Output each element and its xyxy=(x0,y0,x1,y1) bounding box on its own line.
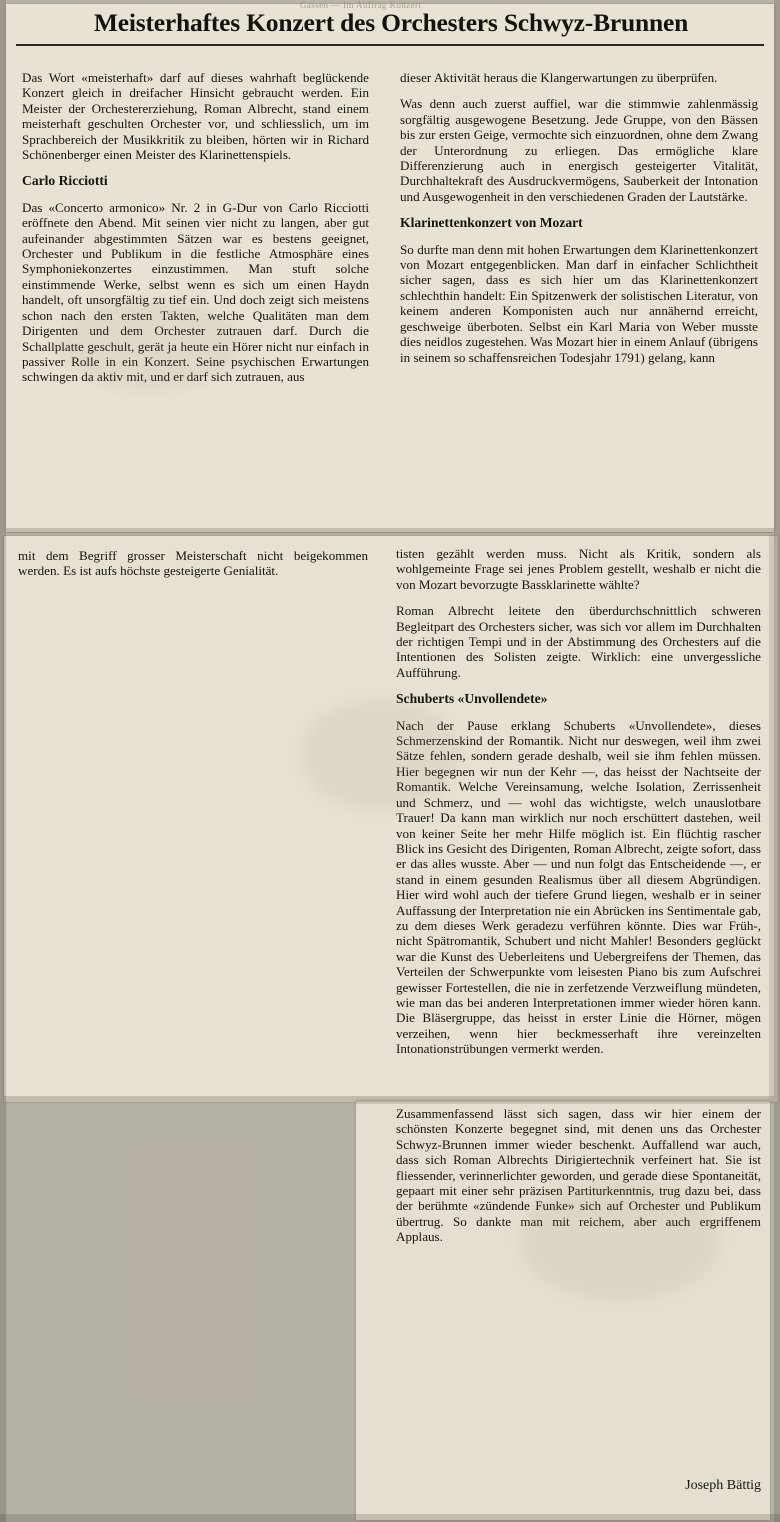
background-lower-left xyxy=(0,1102,356,1522)
paragraph: Das «Concerto armonico» Nr. 2 in G-Dur von Carlo Ricciotti eröffnete den Abend. Mit seinen vier nicht zu langen, aber gut aufeinander abgestimmten Sätzen war es bestens geeignet, Orchester und Publikum in die festliche Atmosphäre eines Symphoniekonzertes einzustimmen. Man stuft solche einstimmende Werke, selbst wenn es sich um einen Haydn handelt, oft unsorgfältig zu tief ein. Und doch zeigt sich meistens schon nach den ersten Takten, welche Qualitäten man dem Dirigenten und dem Orchester zutrauen darf. Durch die Schallplatte geschult, gerät ja heute ein Hörer nicht nur einfach in passiver Rolle in ein Konzert. Seine psychischen Erwartungen schwingen da aktiv mit, und er darf sich zutrauen, aus xyxy=(22,199,369,385)
article-column-top-left xyxy=(22,70,369,385)
article-column-middle-left xyxy=(18,548,368,579)
section-subhead-schuberts-unvollendete: Schuberts «Unvollendete» xyxy=(396,691,548,707)
article-column-top-right xyxy=(400,70,758,365)
article-column-bottom xyxy=(396,1106,761,1245)
paragraph: mit dem Begriff grosser Meisterschaft nicht beigekommen werden. Es ist aufs höchste gesteigerte Genialität. xyxy=(18,548,368,579)
paragraph: Roman Albrecht leitete den überdurchschnittlich schweren Begleitpart des Orchesters sicher, was sich vor allem im Durchhalten der richtigen Tempi und in der Abstimmung des Orchesters auf die Intentionen des Solisten zeigte. Wirklich: eine unvergessliche Aufführung. xyxy=(396,603,761,680)
paragraph: dieser Aktivität heraus die Klangerwartungen zu überprüfen. xyxy=(400,70,718,85)
cut-off-text-above-headline: Gassen — Im Auftrag Konzert xyxy=(300,0,422,10)
article-column-middle-right xyxy=(396,546,761,1057)
headline-rule xyxy=(16,44,764,46)
section-subhead-klarinettenkonzert: Klarinettenkonzert von Mozart xyxy=(400,215,583,231)
paragraph: Nach der Pause erklang Schuberts «Unvollendete», dieses Schmerzenskind der Romantik. Nicht nur deswegen, weil ihm zwei Sätze fehlen, sondern gerade deshalb, weil sie ihm fehlen müssen. Hier begegnen wir nun der Kehr —, das heisst der Nachtseite der Romantik. Welche Vereinsamung, welche Isolation, Zerrissenheit und Schmerz, und — wohl das wichtigste, welch unauslotbare Trauer! Da kann man wirklich nur noch erschüttert dastehen, weil von keiner Seite her mehr Hilfe möglich ist. Ein flüchtig rascher Blick ins Gesicht des Dirigenten, Roman Albrecht, zeigte sofort, dass er das alles wusste. Aber — und nun folgt das Entscheidende —, er stand in einem gesunden Realismus über all diesem Abgründigen. Hier wird wohl auch der tiefere Grund liegen, weshalb er in seiner Auffassung der Interpretation nie ein Abrücken ins Sentimentale gab, zu dem dieses Werk geradezu verführen könnte. Dies war Früh-, nicht Spätromantik, Schubert und nicht Mahler! Besonders geglückt war die Kunst des Ueberleitens und Uebergreifens der Themen, das Verteilen der Schwerpunkte vom leisesten Piano bis zum Aufschrei gewisser Fortestellen, die nie in zerfetzende Verzweiflung mündeten, wie man das bei anderen Interpretationen immer wieder hören kann. Die Bläsergruppe, das heisst in erster Linie die Hörner, mögen verzeihen, wenn hier beckmesserhaft ihre vereinzelten Intonationstrübungen vermerkt werden. xyxy=(396,717,761,1057)
author-signature: Joseph Bättig xyxy=(685,1478,761,1493)
paragraph: Das Wort «meisterhaft» darf auf dieses wahrhaft beglückende Konzert gleich in dreifacher Hinsicht gebraucht werden. Ein Meister der Orchestererziehung, Roman Albrecht, stand einem meisterhaft geschulten Orchester vor, und schliesslich, um im Sprachbereich der Musikkritik zu bleiben, hörten wir in Richard Schönenberger einen Meister des Klarinettenspiels. xyxy=(22,70,369,163)
paragraph: Zusammenfassend lässt sich sagen, dass wir hier einem der schönsten Konzerte begegnet sind, mit denen uns das Orchester Schwyz-Brunnen immer wieder beschenkt. Auffallend war auch, dass sich Roman Albrechts Dirigiertechnik verfeinert hat. Sie ist fliessender, verinnerlichter geworden, und gerade diese Spontaneität, gepaart mit einer sehr präzisen Partiturkenntnis, trug dazu bei, dass der berühmte «zündende Funke» sich auf Orchester und Publikum übertrug. So dankte man mit reichem, aber auch ergriffenem Applaus. xyxy=(396,1106,761,1245)
page-title: Meisterhaftes Konzert des Orchesters Schwyz-Brunnen xyxy=(93,8,689,37)
paragraph: tisten gezählt werden muss. Nicht als Kritik, sondern als wohlgemeinte Frage sei jenes Problem gestellt, weshalb er nicht die von Mozart bevorzugte Bassklarinette wählte? xyxy=(396,546,761,592)
section-subhead-carlo-ricciotti: Carlo Ricciotti xyxy=(22,173,108,189)
paper-scrap-right-strip xyxy=(770,536,778,1102)
paragraph: Was denn auch zuerst auffiel, war die stimmwie zahlenmässig sorgfältig ausgewogene Besetzung. Jede Gruppe, von den Bässen bis zur ersten Geige, vermochte sich einzuordnen, ohne dem Zwang der Unterordnung zu erliegen. Das ermögliche klare Differenzierung auch in energisch gesteigerter Vitalität, Durchhaltekraft des Ausdruckvermögens, Sauberkeit der Intonation und Ausgewogenheit in den verschiedenen Graden der Lautstärke. xyxy=(400,96,758,204)
paragraph: So durfte man denn mit hohen Erwartungen dem Klarinettenkonzert von Mozart entgegenblicken. Man darf in einfacher Schlichtheit sicher sagen, dass es sich hier um das Klarinettenkonzert schlechthin handelt: Ein Spitzenwerk der solistischen Literatur, von keinem anderen Komponisten auch nur annähernd erreicht, geschweige überboten. Selbst ein Karl Maria von Weber musste dies neidlos zugestehen. Was Mozart hier in einem Anlauf (übrigens in seinem so schaffensreichen Todesjahr 1791) gelang, kann xyxy=(400,241,758,365)
